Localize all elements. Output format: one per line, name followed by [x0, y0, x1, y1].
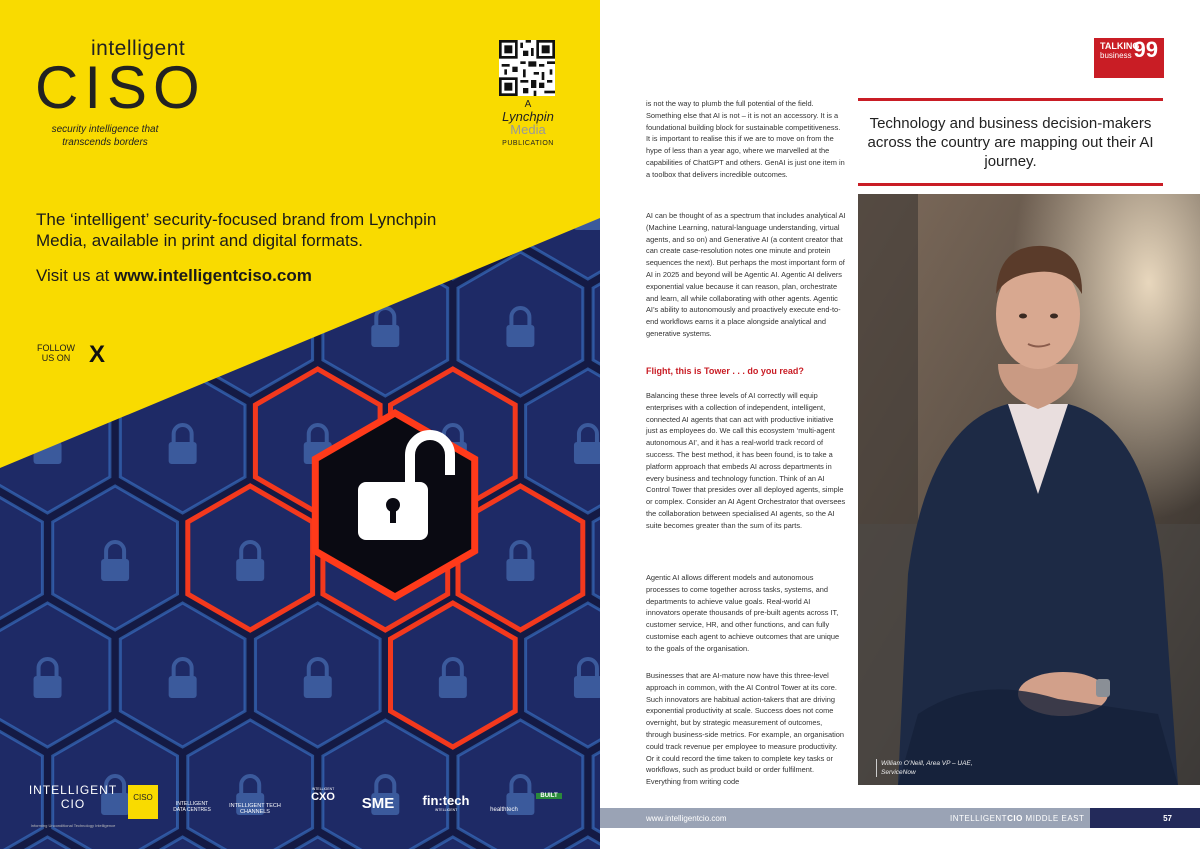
brand-logo-strip	[0, 775, 600, 835]
page-footer	[600, 808, 1200, 828]
fintech-brand-logo[interactable]: fin:tech INTELLIGENT	[422, 793, 470, 812]
website-link[interactable]: www.intelligentciso.com	[114, 266, 312, 285]
photo-caption: William O’Neill, Area VP – UAE, ServiceNow	[876, 759, 976, 777]
tech-channels-brand-logo[interactable]: INTELLIGENT TECH CHANNELS	[229, 803, 281, 815]
publisher-article: A	[524, 99, 532, 110]
page-number: 57	[1090, 808, 1200, 828]
quote-mark-icon: 99	[1133, 37, 1158, 62]
pull-quote: Technology and business decision-makers across the country are mapping out their AI journey.	[858, 98, 1163, 186]
lynchpin-media-logo	[492, 100, 564, 147]
logo-main-word: CISO	[35, 54, 206, 121]
article-paragraph: Balancing these three levels of AI correctly will equip enterprises with a collection of independent, intelligent, connected AI agents that can act with productive initiative just as employees do. We call this ecosystem ‘multi-agent autonomous AI’, and it has a real-world track record of success. The best method, it has been found, is to take a platform approach that embeds AI across departments in every business and technology function. Think of an AI Control Tower that presides over all deployed agents, simple or complex. Consider an AI Agent Orchestrator that oversees the collaboration between specialised AI agents, so the AI suite becomes greater than the sum of its parts.	[646, 391, 846, 530]
follow-label: FOLLOW US ON	[36, 343, 75, 363]
publisher-media: Media	[510, 122, 546, 137]
article-page	[600, 0, 1200, 849]
footer-mag-suffix: MIDDLE EAST	[1022, 814, 1085, 823]
built-brand-logo[interactable]: BUILT	[536, 793, 562, 799]
cxo-brand-logo[interactable]: INTELLIGENT CXO	[311, 787, 335, 803]
footer-magazine-name	[950, 814, 1084, 823]
publisher-name: Lynchpin	[502, 109, 554, 124]
visit-line	[36, 266, 312, 286]
brand-description: The ‘intelligent’ security-focused brand from Lynchpin Media, available in print and digital formats.	[36, 210, 437, 250]
footer-mag-bold: CIO	[1007, 814, 1023, 823]
article-subheading: Flight, this is Tower . . . do you read?	[646, 366, 804, 376]
visit-prefix: Visit us at	[36, 266, 115, 285]
data-centres-brand-logo[interactable]: INTELLIGENT DATA CENTRES	[173, 801, 211, 813]
badge-line2: business	[1100, 51, 1132, 60]
intelligent-ciso-logo	[35, 37, 206, 149]
qr-code[interactable]	[499, 40, 555, 96]
logo-tagline: security intelligence that transcends borders	[51, 124, 159, 148]
sme-brand-logo[interactable]: SME	[361, 795, 395, 812]
ciso-brand-logo[interactable]: CISO	[128, 785, 158, 819]
article-paragraph: Agentic AI allows different models and autonomous processes to come together across tasks, systems, and departments to achieve value goals. Real-world AI innovators operate thousands of pre-built agents across IT, customer service, HR, and other functions, and can fully customise each agent to achieve outcomes that are unique to the goals of the organisation.	[646, 573, 840, 653]
healthtech-brand-logo[interactable]: healthtech	[490, 807, 518, 813]
article-paragraph: Businesses that are AI-mature now have this three-level approach in common, with the AI Control Tower at its core. Such innovators are habitual action-takers that are driving exponential productivity at scale. Success does not come overnight, but by strategic measurement of outcomes, through business-side metrics. For example, an organisation could track revenue per employee to measure productivity. Or it could record the time taken to complete key tasks or workflows, such as product build or order fulfilment. Everything from writing code	[646, 671, 845, 787]
logo-top-word: intelligent	[91, 37, 186, 60]
badge-line1: TALKING	[1100, 41, 1140, 51]
portrait-photo	[858, 194, 1200, 785]
publication-label: PUBLICATION	[502, 140, 554, 147]
intelligent-cio-brand-logo[interactable]: INTELLIGENT CIO Informing Unconditional Technology Intelligence	[28, 783, 118, 828]
article-paragraph: AI can be thought of as a spectrum that includes analytical AI (Machine Learning, natural-language understanding, virtual agents, and so on) and Generative AI (a content creator that can create case-resolution notes one minute and protein sequences the next). But perhaps the most important form of AI in 2025 and beyond will be Agentic AI. Agentic AI delivers exponential value because it can reason, plan, orchestrate and learn, all while collaborating with other agents. Agentic AI’s ability to autonomously and proactively execute end-to-end workflows earns it a place alongside analytical and generative systems.	[646, 211, 846, 338]
footer-mag-prefix: INTELLIGENT	[950, 814, 1008, 823]
talking-business-badge	[1094, 38, 1164, 78]
footer-url[interactable]: www.intelligentcio.com	[646, 814, 727, 823]
x-social-icon[interactable]: X	[89, 341, 106, 368]
article-paragraph: is not the way to plumb the full potential of the field. Something else that AI is not – it is not an accessory. It is a foundational building block for sustainable competitiveness. It is important to realise this if we are to move on from the hype of less than a year ago, where we marvelled at the capabilities of ChatGPT and others. GenAI is just one item in a toolbox that delivers incredible outcomes.	[646, 99, 845, 179]
